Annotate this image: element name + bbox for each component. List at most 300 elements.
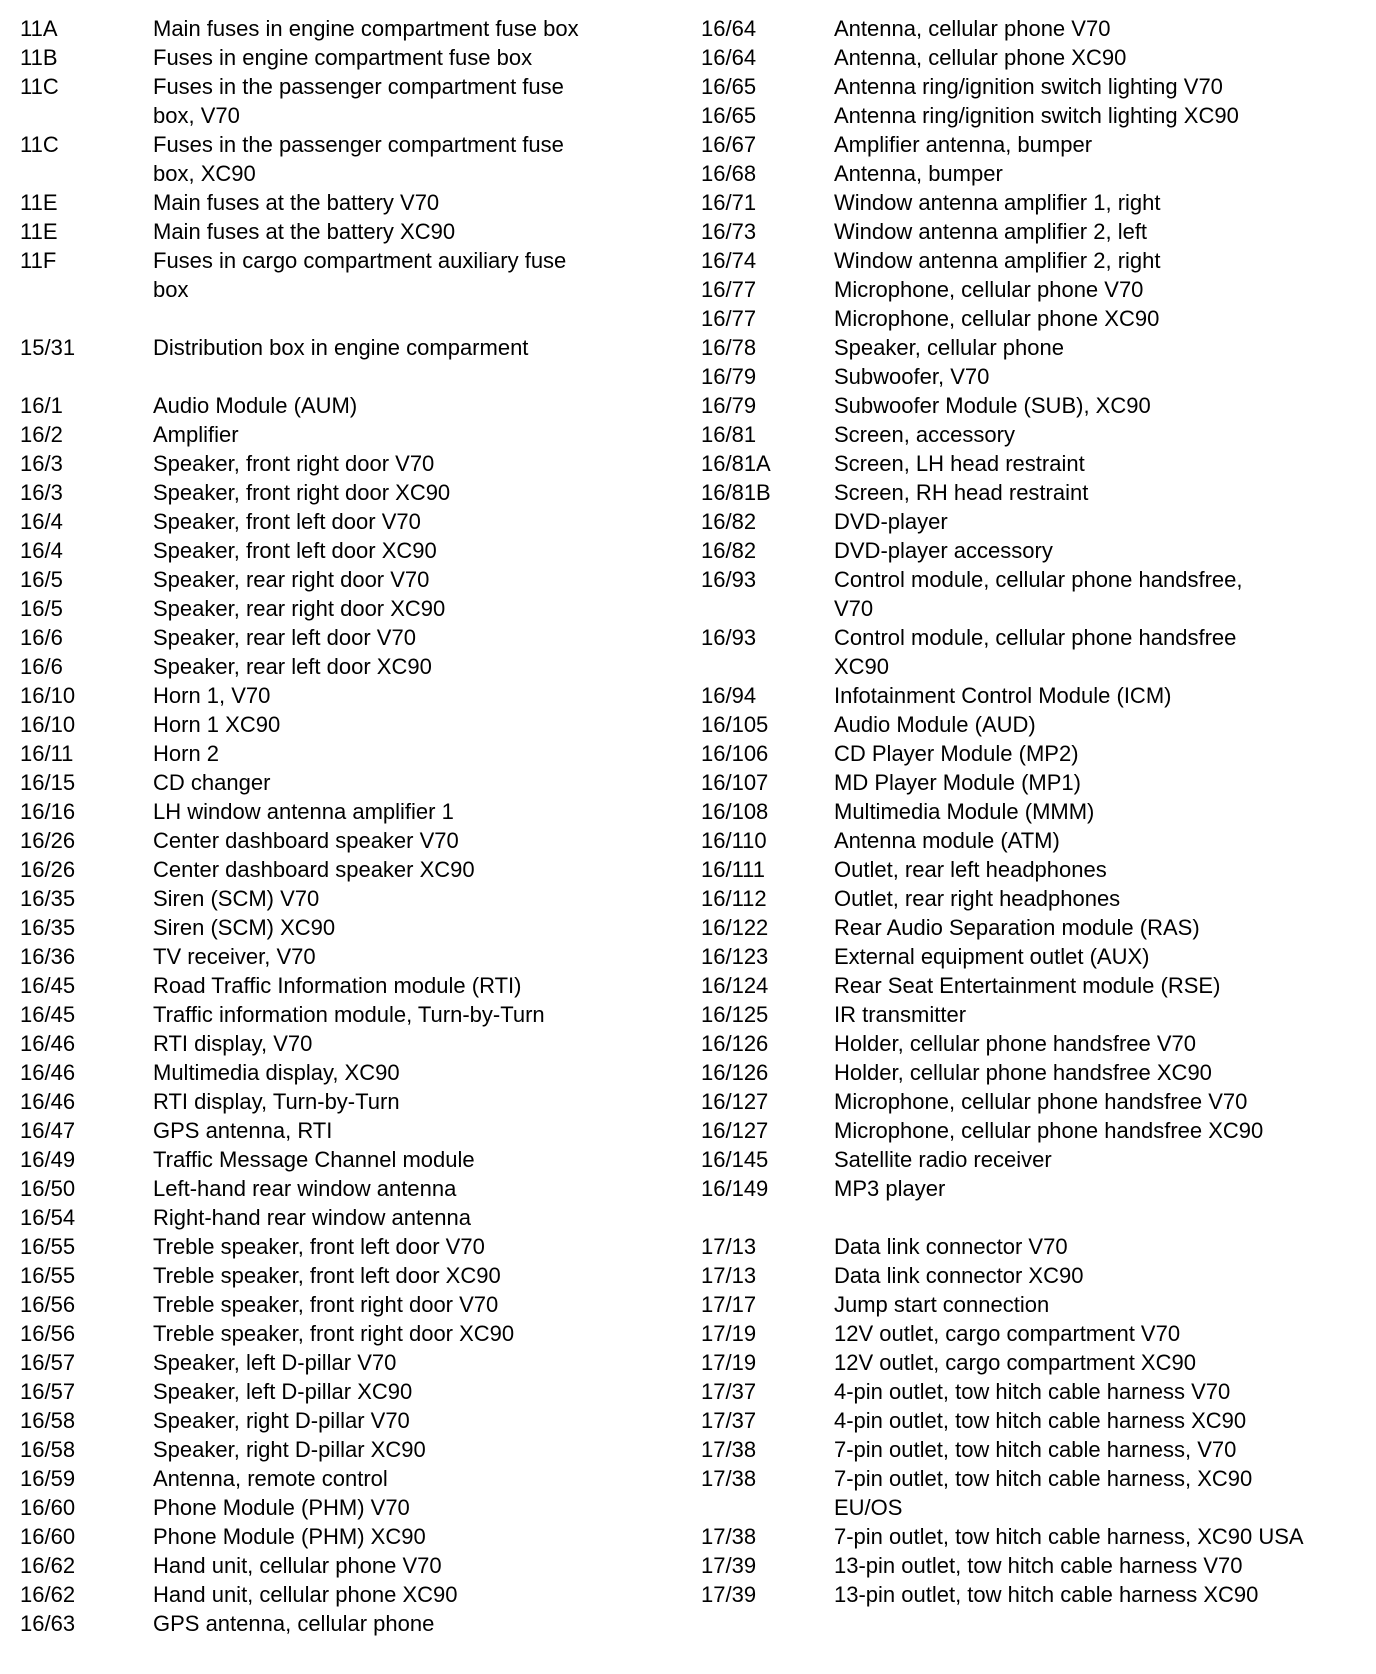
component-code: 16/60 — [20, 1495, 76, 1520]
description-line: Fuses in engine compartment fuse box — [153, 45, 533, 70]
description-line: Fuses in the passenger compartment fuse — [153, 132, 564, 157]
component-description — [834, 536, 1371, 565]
description-line: Speaker, right D-pillar XC90 — [153, 1437, 426, 1462]
component-code: 16/77 — [701, 277, 757, 302]
component-entry — [20, 565, 660, 594]
component-description — [153, 536, 660, 565]
component-entry — [20, 913, 660, 942]
component-description — [834, 275, 1371, 304]
component-code: 16/81B — [701, 480, 771, 505]
component-entry — [701, 942, 1371, 971]
component-code: 16/46 — [20, 1060, 76, 1085]
component-entry — [701, 333, 1371, 362]
component-code: 16/64 — [701, 16, 757, 41]
component-code: 16/62 — [20, 1553, 76, 1578]
description-line: Siren (SCM) XC90 — [153, 915, 336, 940]
component-entry — [20, 478, 660, 507]
component-entry — [20, 1145, 660, 1174]
component-code: 16/126 — [701, 1031, 769, 1056]
component-entry — [701, 826, 1371, 855]
description-line: Hand unit, cellular phone XC90 — [153, 1582, 458, 1607]
component-entry — [701, 1029, 1371, 1058]
component-code: 17/13 — [701, 1234, 757, 1259]
component-code: 16/63 — [20, 1611, 76, 1636]
description-line: Speaker, left D-pillar V70 — [153, 1350, 397, 1375]
component-code: 17/38 — [701, 1466, 757, 1491]
component-description — [153, 246, 660, 304]
component-code: 17/38 — [701, 1524, 757, 1549]
component-code: 16/81A — [701, 451, 771, 476]
component-description — [834, 420, 1371, 449]
component-code: 16/56 — [20, 1292, 76, 1317]
component-code: 16/57 — [20, 1379, 76, 1404]
component-code: 16/78 — [701, 335, 757, 360]
component-code: 15/31 — [20, 335, 76, 360]
description-line: Microphone, cellular phone handsfree V70 — [834, 1089, 1248, 1114]
component-entry — [20, 768, 660, 797]
component-entry — [20, 507, 660, 536]
component-code: 16/79 — [701, 364, 757, 389]
component-code: 11C — [20, 74, 59, 99]
component-entry — [701, 101, 1371, 130]
component-description — [834, 43, 1371, 72]
component-description — [153, 449, 660, 478]
component-entry — [701, 159, 1371, 188]
component-entry — [20, 1203, 660, 1232]
component-entry — [20, 681, 660, 710]
description-line: Speaker, rear left door V70 — [153, 625, 416, 650]
description-line: Rear Seat Entertainment module (RSE) — [834, 973, 1221, 998]
component-code: 16/35 — [20, 915, 76, 940]
component-description — [834, 884, 1371, 913]
component-entry — [20, 1087, 660, 1116]
component-description — [153, 826, 660, 855]
description-line: Antenna, remote control — [153, 1466, 388, 1491]
component-entry — [20, 217, 660, 246]
component-code: 17/37 — [701, 1379, 757, 1404]
description-line: Multimedia display, XC90 — [153, 1060, 400, 1085]
component-code: 16/47 — [20, 1118, 76, 1143]
component-entry — [701, 855, 1371, 884]
component-code: 17/13 — [701, 1263, 757, 1288]
component-entry — [701, 1174, 1371, 1203]
description-line: Speaker, left D-pillar XC90 — [153, 1379, 413, 1404]
component-code: 16/15 — [20, 770, 76, 795]
component-description — [834, 130, 1371, 159]
description-line: Data link connector XC90 — [834, 1263, 1084, 1288]
component-description — [153, 565, 660, 594]
description-line: Rear Audio Separation module (RAS) — [834, 915, 1200, 940]
description-line: Microphone, cellular phone handsfree XC90 — [834, 1118, 1264, 1143]
component-description — [834, 159, 1371, 188]
component-entry — [20, 449, 660, 478]
component-description — [834, 72, 1371, 101]
component-description — [153, 188, 660, 217]
description-line: 12V outlet, cargo compartment XC90 — [834, 1350, 1196, 1375]
component-description — [834, 739, 1371, 768]
component-entry — [701, 1319, 1371, 1348]
description-line: Holder, cellular phone handsfree XC90 — [834, 1060, 1212, 1085]
component-entry — [20, 1580, 660, 1609]
component-code: 16/5 — [20, 596, 63, 621]
component-entry — [701, 1522, 1371, 1551]
component-description — [834, 913, 1371, 942]
description-line: DVD-player — [834, 509, 948, 534]
component-description — [153, 1580, 660, 1609]
component-code: 16/60 — [20, 1524, 76, 1549]
description-line: RTI display, V70 — [153, 1031, 313, 1056]
description-line: Center dashboard speaker V70 — [153, 828, 459, 853]
component-code: 16/4 — [20, 509, 63, 534]
component-code: 16/26 — [20, 857, 76, 882]
component-description — [153, 1551, 660, 1580]
component-code: 16/26 — [20, 828, 76, 853]
component-description — [153, 478, 660, 507]
component-description — [834, 246, 1371, 275]
description-line: Speaker, cellular phone — [834, 335, 1064, 360]
component-description — [153, 855, 660, 884]
component-code: 16/73 — [701, 219, 757, 244]
component-code: 16/112 — [701, 886, 767, 911]
component-entry — [20, 420, 660, 449]
description-line: 7-pin outlet, tow hitch cable harness, XC90 — [834, 1466, 1253, 1491]
component-code: 16/82 — [701, 509, 757, 534]
component-description — [834, 1058, 1371, 1087]
description-line: Microphone, cellular phone V70 — [834, 277, 1144, 302]
description-line: Treble speaker, front left door V70 — [153, 1234, 485, 1259]
component-description — [834, 855, 1371, 884]
description-line: XC90 — [834, 654, 890, 679]
description-line: DVD-player accessory — [834, 538, 1053, 563]
component-code: 16/35 — [20, 886, 76, 911]
component-description — [153, 420, 660, 449]
description-line: Microphone, cellular phone XC90 — [834, 306, 1160, 331]
component-description — [153, 1406, 660, 1435]
component-description — [153, 1000, 660, 1029]
component-entry — [20, 623, 660, 652]
component-description — [834, 362, 1371, 391]
component-entry — [701, 768, 1371, 797]
component-entry — [20, 1406, 660, 1435]
component-description — [153, 130, 660, 188]
description-line: Speaker, rear right door V70 — [153, 567, 430, 592]
description-line: Infotainment Control Module (ICM) — [834, 683, 1172, 708]
component-description — [834, 1377, 1371, 1406]
component-code: 16/58 — [20, 1408, 76, 1433]
component-code: 17/19 — [701, 1350, 757, 1375]
component-description — [153, 14, 660, 43]
component-description — [834, 942, 1371, 971]
component-code: 16/50 — [20, 1176, 76, 1201]
description-line: 12V outlet, cargo compartment V70 — [834, 1321, 1181, 1346]
component-code: 16/2 — [20, 422, 63, 447]
component-code: 16/36 — [20, 944, 76, 969]
component-entry — [20, 884, 660, 913]
component-code: 16/77 — [701, 306, 757, 331]
component-description — [153, 739, 660, 768]
description-line: Center dashboard speaker XC90 — [153, 857, 475, 882]
description-line: Speaker, front left door V70 — [153, 509, 421, 534]
component-description — [153, 1261, 660, 1290]
component-entry — [701, 217, 1371, 246]
component-code: 16/56 — [20, 1321, 76, 1346]
description-line: Fuses in the passenger compartment fuse — [153, 74, 564, 99]
description-line: Speaker, right D-pillar V70 — [153, 1408, 410, 1433]
component-code: 16/65 — [701, 103, 757, 128]
description-line: Phone Module (PHM) V70 — [153, 1495, 410, 1520]
component-entry — [701, 1377, 1371, 1406]
component-code: 16/45 — [20, 1002, 76, 1027]
component-description — [834, 1464, 1371, 1522]
component-description — [834, 507, 1371, 536]
component-description — [153, 768, 660, 797]
component-entry — [701, 1058, 1371, 1087]
component-description — [834, 188, 1371, 217]
description-line: LH window antenna amplifier 1 — [153, 799, 454, 824]
component-description — [153, 1087, 660, 1116]
description-line: 7-pin outlet, tow hitch cable harness, XC90 USA — [834, 1524, 1304, 1549]
description-line: 13-pin outlet, tow hitch cable harness V70 — [834, 1553, 1243, 1578]
component-description — [153, 1058, 660, 1087]
component-code: 16/1 — [20, 393, 63, 418]
component-code: 17/38 — [701, 1437, 757, 1462]
component-description — [834, 565, 1371, 623]
component-code: 16/93 — [701, 625, 757, 650]
component-entry — [701, 1348, 1371, 1377]
component-entry — [701, 72, 1371, 101]
component-code: 16/65 — [701, 74, 757, 99]
description-line: Antenna, bumper — [834, 161, 1003, 186]
description-line: IR transmitter — [834, 1002, 967, 1027]
component-code: 16/93 — [701, 567, 757, 592]
component-entry — [20, 246, 660, 304]
component-entry — [20, 43, 660, 72]
component-description — [153, 623, 660, 652]
component-entry — [20, 1319, 660, 1348]
component-description — [834, 1522, 1371, 1551]
component-description — [834, 623, 1371, 681]
component-code: 16/3 — [20, 451, 63, 476]
component-entry — [20, 1174, 660, 1203]
description-line: Speaker, rear right door XC90 — [153, 596, 446, 621]
description-line: V70 — [834, 596, 874, 621]
component-code: 16/82 — [701, 538, 757, 563]
component-entry — [701, 884, 1371, 913]
component-entry — [20, 942, 660, 971]
description-line: Horn 1, V70 — [153, 683, 271, 708]
description-line: RTI display, Turn-by-Turn — [153, 1089, 400, 1114]
section-gap — [20, 304, 660, 333]
description-line: Main fuses at the battery XC90 — [153, 219, 456, 244]
component-code: 16/94 — [701, 683, 757, 708]
description-line: box — [153, 277, 189, 302]
component-entry — [701, 739, 1371, 768]
component-entry — [701, 1290, 1371, 1319]
description-line: box, XC90 — [153, 161, 256, 186]
description-line: Subwoofer, V70 — [834, 364, 990, 389]
component-code: 16/58 — [20, 1437, 76, 1462]
description-line: 4-pin outlet, tow hitch cable harness V70 — [834, 1379, 1231, 1404]
component-entry — [701, 362, 1371, 391]
component-code: 16/74 — [701, 248, 757, 273]
component-entry — [701, 1232, 1371, 1261]
component-entry — [20, 739, 660, 768]
component-entry — [701, 797, 1371, 826]
component-entry — [20, 333, 660, 362]
component-entry — [20, 72, 660, 130]
component-description — [834, 1551, 1371, 1580]
description-line: Treble speaker, front right door XC90 — [153, 1321, 515, 1346]
component-description — [153, 1435, 660, 1464]
component-description — [834, 14, 1371, 43]
left-column — [20, 14, 660, 1638]
description-line: Distribution box in engine comparment — [153, 335, 529, 360]
description-line: Speaker, front right door V70 — [153, 451, 435, 476]
component-description — [834, 1000, 1371, 1029]
description-line: TV receiver, V70 — [153, 944, 316, 969]
component-description — [153, 1319, 660, 1348]
component-code: 16/55 — [20, 1234, 76, 1259]
component-entry — [701, 391, 1371, 420]
component-description — [834, 304, 1371, 333]
component-entry — [701, 130, 1371, 159]
description-line: Road Traffic Information module (RTI) — [153, 973, 522, 998]
component-code: 17/39 — [701, 1582, 757, 1607]
component-entry — [20, 1116, 660, 1145]
description-line: Jump start connection — [834, 1292, 1050, 1317]
component-description — [834, 1348, 1371, 1377]
component-entry — [20, 1232, 660, 1261]
component-entry — [701, 681, 1371, 710]
component-description — [153, 1290, 660, 1319]
component-description — [834, 768, 1371, 797]
component-description — [834, 1029, 1371, 1058]
component-description — [153, 681, 660, 710]
component-description — [153, 1203, 660, 1232]
description-line: Holder, cellular phone handsfree V70 — [834, 1031, 1197, 1056]
component-entry — [701, 188, 1371, 217]
description-line: Fuses in cargo compartment auxiliary fuse — [153, 248, 567, 273]
component-description — [834, 1232, 1371, 1261]
component-code: 16/11 — [20, 741, 74, 766]
component-entry — [20, 1348, 660, 1377]
component-code: 16/122 — [701, 915, 769, 940]
component-description — [153, 1377, 660, 1406]
component-code: 16/149 — [701, 1176, 769, 1201]
component-entry — [20, 1522, 660, 1551]
description-line: EU/OS — [834, 1495, 903, 1520]
component-entry — [701, 565, 1371, 623]
component-entry — [701, 304, 1371, 333]
component-description — [834, 101, 1371, 130]
description-line: Horn 2 — [153, 741, 220, 766]
description-line: Window antenna amplifier 2, left — [834, 219, 1148, 244]
description-line: Antenna ring/ignition switch lighting V70 — [834, 74, 1223, 99]
component-description — [153, 652, 660, 681]
component-entry — [20, 1261, 660, 1290]
component-description — [153, 1232, 660, 1261]
description-line: Traffic information module, Turn-by-Turn — [153, 1002, 545, 1027]
component-description — [153, 1493, 660, 1522]
component-description — [153, 1145, 660, 1174]
component-entry — [20, 1000, 660, 1029]
description-line: Main fuses at the battery V70 — [153, 190, 440, 215]
description-line: Satellite radio receiver — [834, 1147, 1052, 1172]
component-entry — [20, 1464, 660, 1493]
component-code: 11E — [20, 190, 58, 215]
description-line: Subwoofer Module (SUB), XC90 — [834, 393, 1151, 418]
description-line: GPS antenna, cellular phone — [153, 1611, 435, 1636]
component-entry — [701, 971, 1371, 1000]
component-entry — [20, 710, 660, 739]
component-code: 16/10 — [20, 683, 76, 708]
component-entry — [701, 246, 1371, 275]
component-description — [153, 391, 660, 420]
description-line: Window antenna amplifier 2, right — [834, 248, 1161, 273]
component-description — [834, 449, 1371, 478]
description-line: Antenna, cellular phone XC90 — [834, 45, 1127, 70]
component-code: 16/126 — [701, 1060, 769, 1085]
component-entry — [701, 420, 1371, 449]
right-column — [701, 14, 1371, 1609]
component-entry — [701, 1435, 1371, 1464]
component-description — [153, 1464, 660, 1493]
description-line: Speaker, front left door XC90 — [153, 538, 437, 563]
component-code: 16/4 — [20, 538, 63, 563]
component-code: 16/123 — [701, 944, 769, 969]
description-line: GPS antenna, RTI — [153, 1118, 333, 1143]
description-line: Window antenna amplifier 1, right — [834, 190, 1161, 215]
component-description — [834, 1290, 1371, 1319]
component-entry — [701, 1000, 1371, 1029]
component-entry — [701, 1464, 1371, 1522]
component-entry — [701, 710, 1371, 739]
component-description — [153, 594, 660, 623]
component-entry — [701, 43, 1371, 72]
component-entry — [701, 536, 1371, 565]
component-code: 17/39 — [701, 1553, 757, 1578]
description-line: Screen, LH head restraint — [834, 451, 1085, 476]
component-description — [834, 478, 1371, 507]
component-description — [153, 1116, 660, 1145]
component-entry — [701, 449, 1371, 478]
description-line: Amplifier — [153, 422, 239, 447]
description-line: Control module, cellular phone handsfree — [834, 625, 1237, 650]
description-line: Treble speaker, front left door XC90 — [153, 1263, 501, 1288]
component-entry — [701, 507, 1371, 536]
description-line: Multimedia Module (MMM) — [834, 799, 1095, 824]
component-code: 16/46 — [20, 1089, 76, 1114]
component-code: 17/37 — [701, 1408, 757, 1433]
component-description — [834, 333, 1371, 362]
component-code: 11F — [20, 248, 57, 273]
description-line: Audio Module (AUM) — [153, 393, 358, 418]
component-description — [153, 710, 660, 739]
component-code: 16/111 — [701, 857, 766, 882]
component-description — [834, 1145, 1371, 1174]
component-code: 16/106 — [701, 741, 769, 766]
component-description — [153, 1029, 660, 1058]
component-code: 17/19 — [701, 1321, 757, 1346]
description-line: Data link connector V70 — [834, 1234, 1068, 1259]
component-entry — [20, 1551, 660, 1580]
description-line: Treble speaker, front right door V70 — [153, 1292, 499, 1317]
component-code: 16/68 — [701, 161, 757, 186]
component-entry — [701, 1116, 1371, 1145]
component-entry — [20, 1290, 660, 1319]
section-gap — [701, 1203, 1371, 1232]
component-entry — [20, 130, 660, 188]
